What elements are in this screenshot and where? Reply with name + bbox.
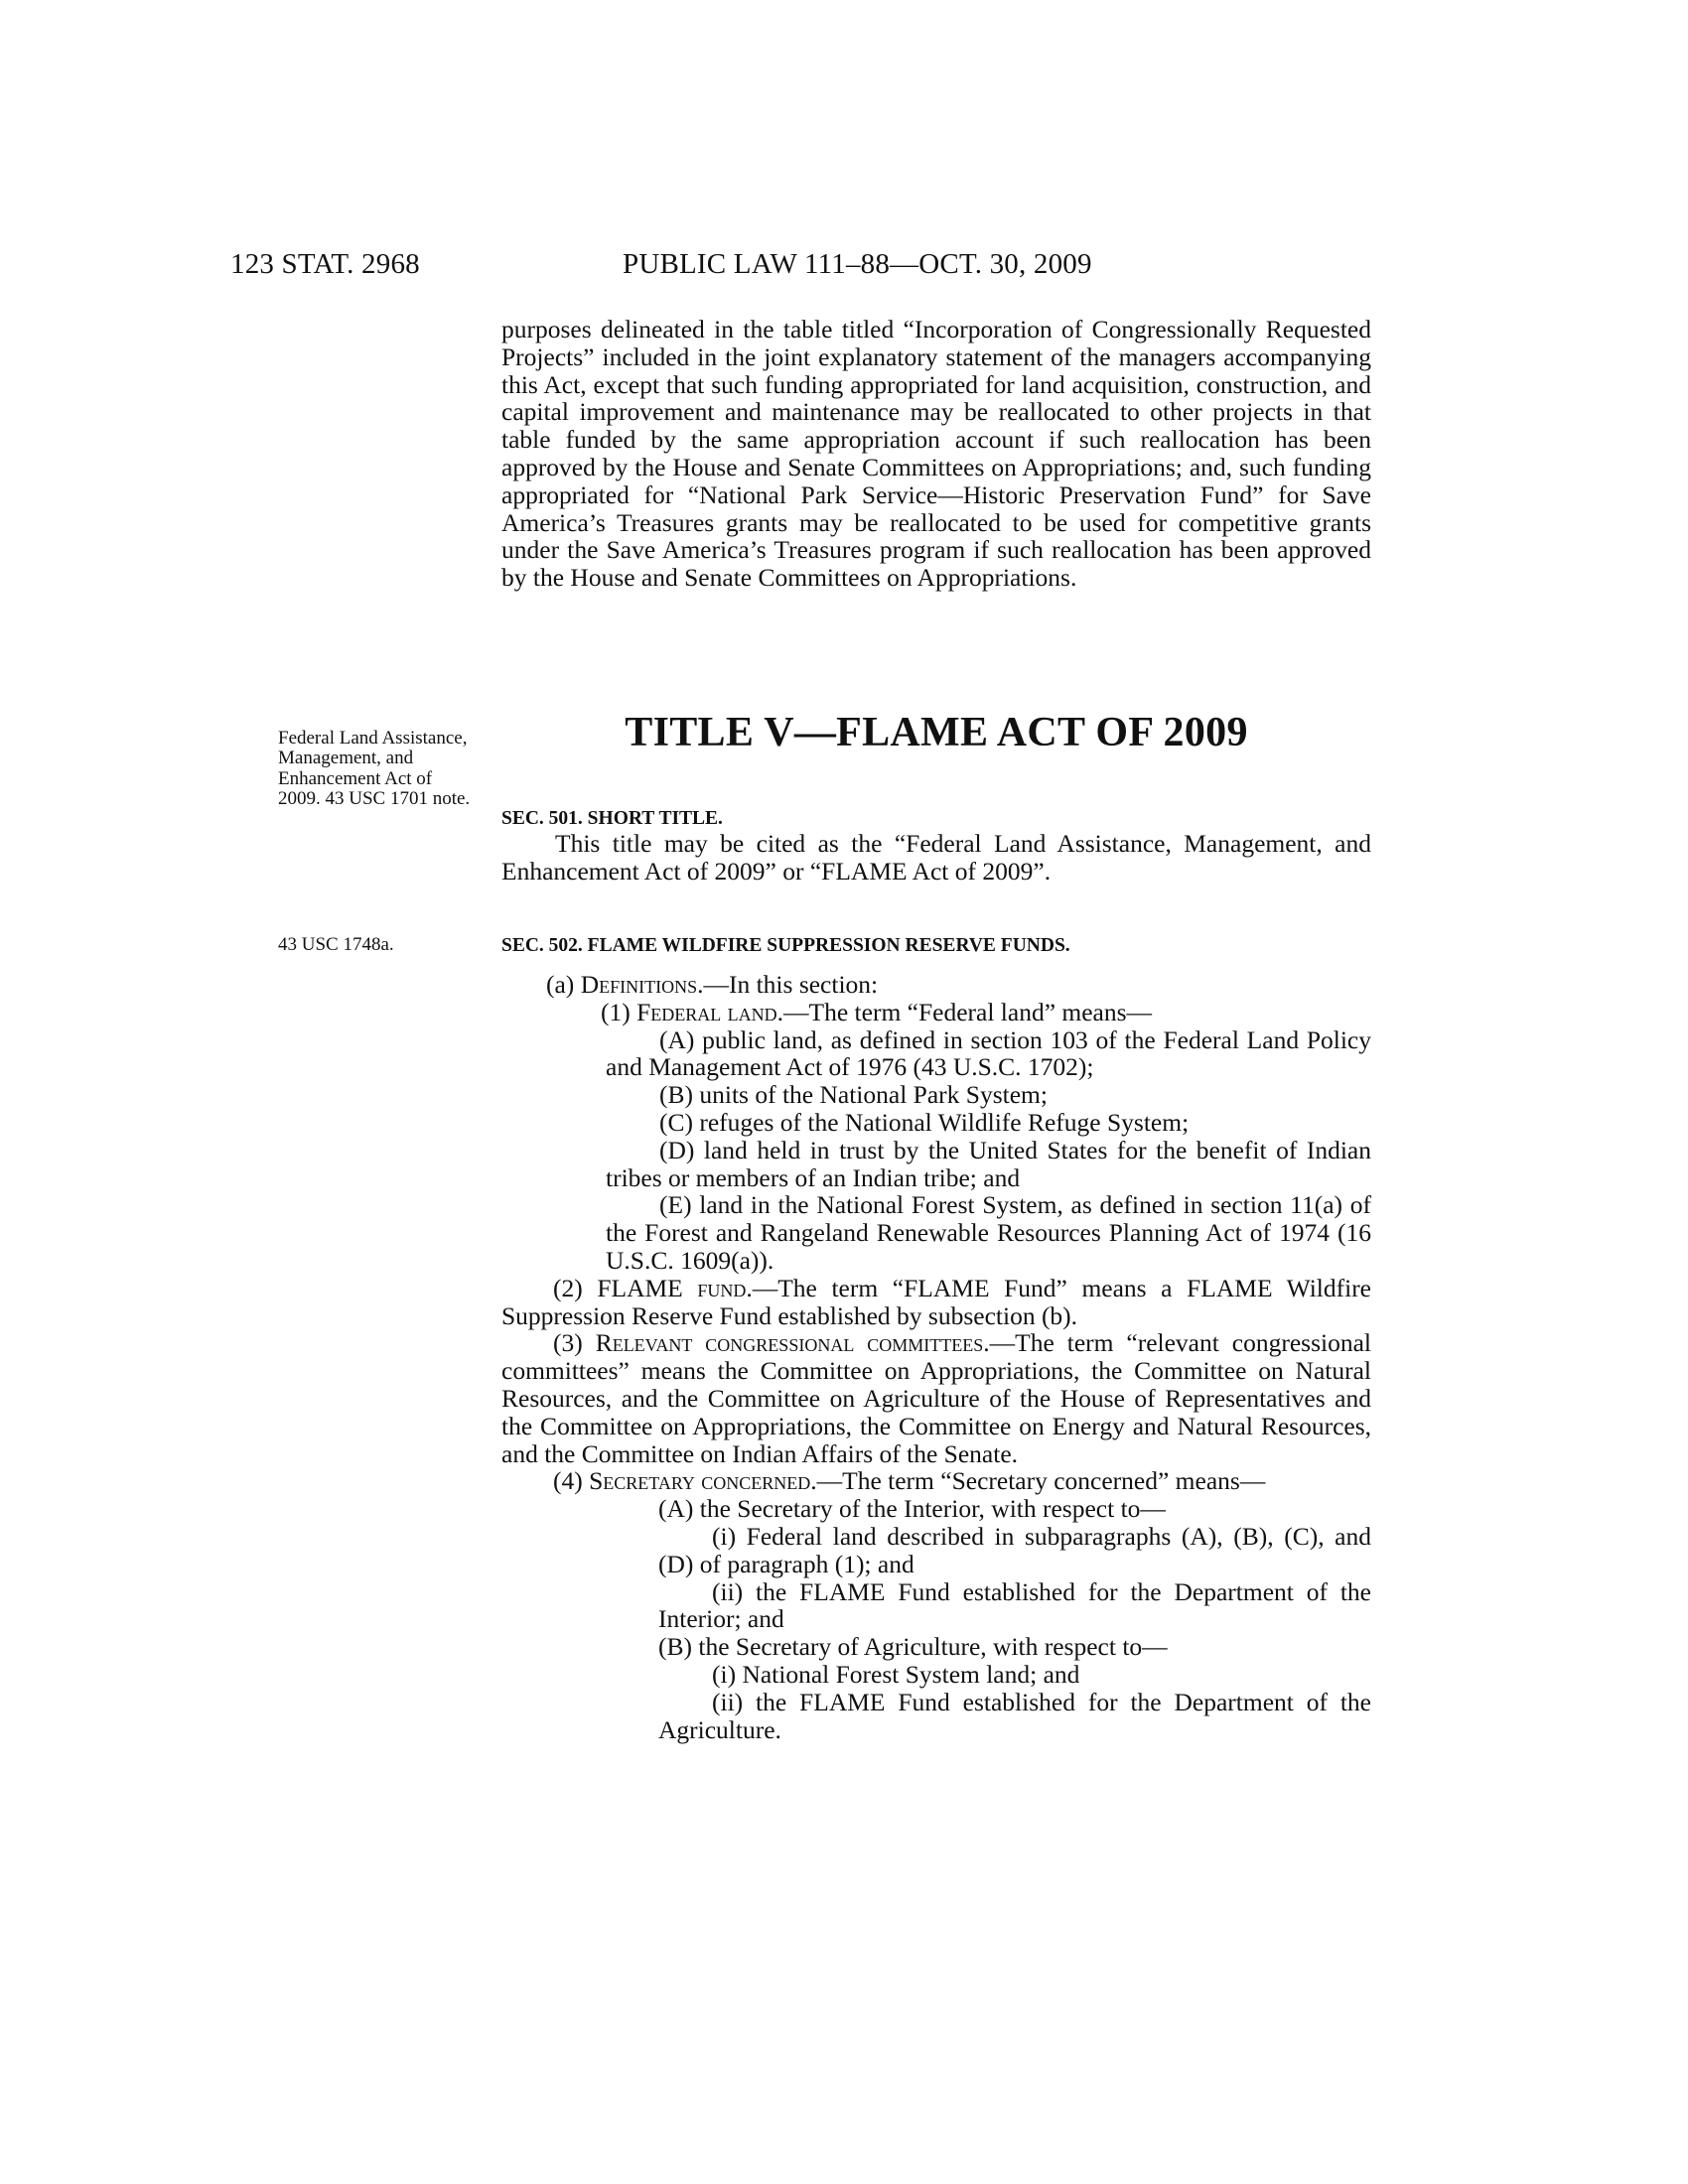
paragraph-1-heading: Federal land — [636, 997, 777, 1026]
paragraph-1-B: (B) units of the National Park System; — [659, 1080, 1048, 1110]
title-v-heading: TITLE V—FLAME ACT OF 2009 — [625, 710, 1248, 755]
paragraph-4-B: (B) the Secretary of Agriculture, with respect to— — [658, 1632, 1168, 1662]
sec-502-body — [501, 971, 1371, 1743]
paragraph-3: (3) Relevant congressional committees.—The term “relevant congressional committees” means the Committee on Appropriations, the Committee on Natural Resources, and the Committee on Agriculture of the House of Representatives and the Committee on Appropriations, the Committee on Energy and Natural Resources, and the Committee on Indian Affairs of the Senate. — [501, 1328, 1371, 1468]
sec-501-body — [501, 830, 1371, 886]
law-title: PUBLIC LAW 111–88—OCT. 30, 2009 — [623, 248, 1092, 280]
margin-note-short-title: Federal Land Assistance, Management, and Enhancement Act of 2009. 43 USC 1701 note. — [278, 728, 471, 810]
carryover-paragraph: purposes delineated in the table titled “Incorporation of Congressionally Requested Projects” included in the joint explanatory statement of the managers accompanying this Act, except that such funding appropriated for land acquisition, construction, and capital improvement and maintenance may be reallocated to other projects in that table funded by the same appropriation account if such reallocation has been approved by the House and Senate Committees on Appropriations; and, such funding appropriated for “National Park Service—Historic Preservation Fund” for Save America’s Treasures grants may be reallocated to be used for competitive grants under the Save America’s Treasures program if such reallocation has been approved by the House and Senate Committees on Appropriations. — [501, 315, 1371, 593]
paragraph-4-B-i: (i) National Forest System land; and — [712, 1659, 1080, 1689]
paragraph-1-E: (E) land in the National Forest System, as defined in section 11(a) of the Forest and Rangeland Renewable Resources Planning Act of 1974 (16 U.S.C. 1609(a)). — [606, 1190, 1371, 1275]
sec-502-heading: SEC. 502. FLAME WILDFIRE SUPPRESSION RESERVE FUNDS. — [501, 935, 1070, 956]
paragraph-1-C: (C) refuges of the National Wildlife Refuge System; — [659, 1107, 1190, 1137]
paragraph-1-A: (A) public land, as defined in section 103 of the Federal Land Policy and Management Act of 1976 (43 U.S.C. 1702); — [606, 1024, 1371, 1082]
running-head — [230, 244, 1372, 284]
paragraph-4-A-i: (i) Federal land described in subparagraphs (A), (B), (C), and (D) of paragraph (1); and — [658, 1521, 1371, 1578]
sec-501-heading: SEC. 501. SHORT TITLE. — [501, 808, 723, 829]
paragraph-4: (4) Secretary concerned.—The term “Secretary concerned” means— — [553, 1466, 1266, 1496]
subsection-a-heading: Definitions — [580, 970, 698, 999]
margin-note-usc: 43 USC 1748a. — [278, 934, 394, 955]
paragraph-1-D: (D) land held in trust by the United States for the benefit of Indian tribes or members of an Indian tribe; and — [606, 1135, 1371, 1192]
carryover-paragraph-block — [501, 316, 1371, 592]
paragraph-2: (2) FLAME fund.—The term “FLAME Fund” means a FLAME Wildfire Suppression Reserve Fund established by subsection (b). — [501, 1273, 1371, 1330]
paragraph-1: (1) Federal land.—The term “Federal land” means— — [601, 997, 1153, 1026]
paragraph-4-heading: Secretary concerned — [589, 1466, 811, 1496]
paragraph-2-heading: FLAME fund — [597, 1273, 747, 1302]
paragraph-3-heading: Relevant congressional committees — [595, 1328, 984, 1358]
subsection-a: (a) Definitions.—In this section: — [546, 970, 879, 999]
stat-citation: 123 STAT. 2968 — [230, 248, 420, 280]
paragraph-4-A-ii: (ii) the FLAME Fund established for the Department of the Interior; and — [658, 1576, 1371, 1634]
sec-501-text: This title may be cited as the “Federal Land Assistance, Management, and Enhancement Act of 2009” or “FLAME Act of 2009”. — [501, 829, 1371, 886]
paragraph-4-B-ii: (ii) the FLAME Fund established for the Department of the Agriculture. — [658, 1687, 1371, 1744]
paragraph-4-A: (A) the Secretary of the Interior, with respect to— — [658, 1494, 1166, 1524]
